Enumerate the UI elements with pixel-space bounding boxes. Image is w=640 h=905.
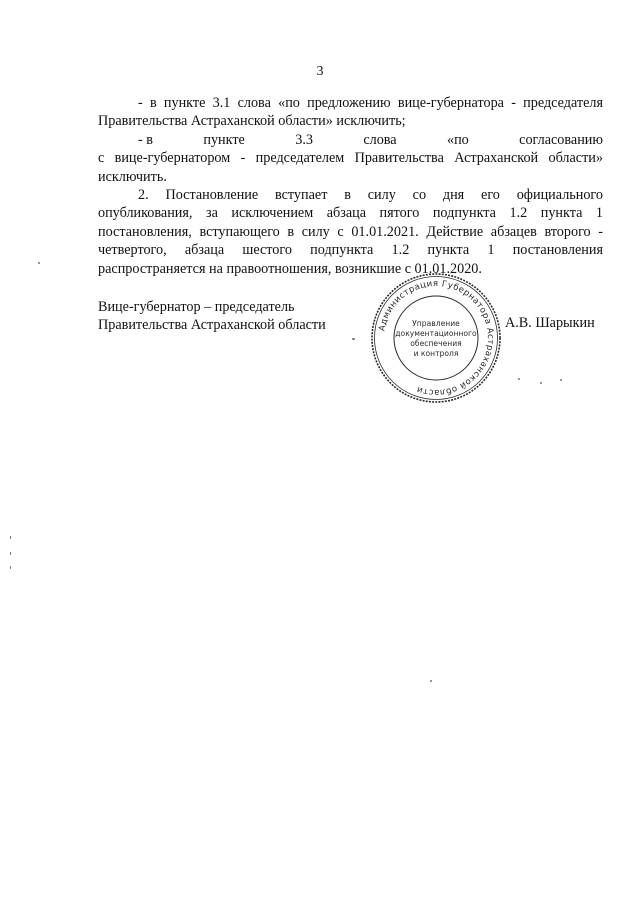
scan-speck — [10, 566, 11, 569]
official-stamp — [368, 270, 504, 406]
scan-speck — [430, 680, 432, 682]
page-number: 3 — [316, 64, 324, 79]
stamp-center-line: Управление — [412, 319, 460, 328]
stamp-seal-icon — [368, 270, 504, 406]
word: 3.3 — [295, 131, 313, 148]
stamp-inner-ring — [375, 277, 498, 400]
word: пункте — [203, 131, 245, 148]
paragraph-line: распространяется на правоотношения, возникшие с 01.01.2020. — [98, 260, 482, 277]
scan-speck — [10, 552, 11, 555]
paragraph-amendment-3-3 — [98, 131, 603, 186]
paragraph-line: - в пункте 3.1 слова «по предложению вице-губернатора - председателя — [138, 95, 603, 111]
stamp-center-line: обеспечения — [410, 339, 462, 348]
paragraph-amendment-3-1 — [98, 94, 603, 131]
scan-speck — [560, 379, 562, 381]
paragraph-line: исключить. — [98, 168, 167, 185]
paragraph-effective-date — [98, 186, 603, 278]
word: «по — [446, 131, 469, 148]
scan-speck — [518, 378, 520, 380]
stamp-center-line: документационного — [395, 329, 477, 338]
paragraph-line: Правительства Астраханской области» исключить; — [98, 113, 406, 130]
word: слова — [363, 131, 397, 148]
word: - в — [138, 131, 153, 148]
document-body — [98, 94, 603, 278]
stamp-ring-text: Администрация Губернатора Астраханской области — [377, 278, 496, 398]
signatory-name: А.В. Шарыкин — [505, 315, 595, 331]
signatory-title-line: Вице-губернатор – председатель — [98, 299, 295, 315]
paragraph-line-spaced — [98, 131, 603, 149]
paragraph-line: четвертого, абзаца шестого подпункта 1.2 пункта 1 постановления — [98, 242, 603, 259]
word: согласованию — [519, 131, 603, 148]
paragraph-line: с вице-губернатором - председателем Правительства Астраханской области» — [98, 150, 603, 167]
paragraph-line: постановления, вступающего в силу с 01.01.2021. Действие абзацев второго - — [98, 223, 603, 240]
scan-speck — [352, 338, 355, 340]
scan-speck — [10, 536, 11, 539]
paragraph-line: опубликования, за исключением абзаца пятого подпункта 1.2 пункта 1 — [98, 205, 603, 222]
scan-speck — [540, 382, 542, 384]
signatory-title — [98, 298, 326, 335]
stamp-center-line: и контроля — [413, 349, 459, 358]
paragraph-line: 2. Постановление вступает в силу со дня его официального — [138, 187, 603, 204]
stamp-center-ring — [394, 296, 478, 380]
signatory-title-line: Правительства Астраханской области — [98, 317, 326, 334]
stamp-outer-ring — [372, 274, 500, 402]
scan-speck — [38, 262, 40, 264]
